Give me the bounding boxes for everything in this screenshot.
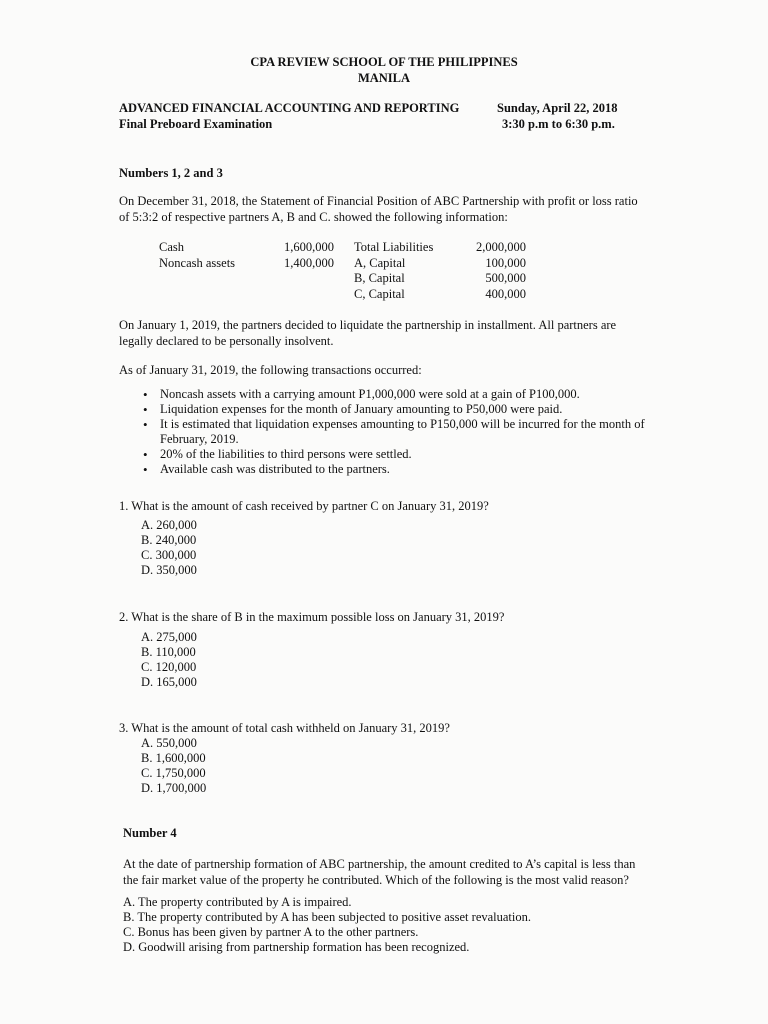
q3-option-d: D. 1,700,000 — [141, 781, 207, 795]
liquidation-line-1: On January 1, 2019, the partners decided to liquidate the partnership in installment. All partners are — [119, 318, 617, 332]
q2-option-c: C. 120,000 — [141, 660, 197, 674]
question-2: 2. What is the share of B in the maximum possible loss on January 31, 2019? — [119, 610, 505, 624]
liquidation-line-2: legally declared to be personally insolvent. — [119, 334, 334, 348]
question-4-line-1: At the date of partnership formation of ABC partnership, the amount credited to A’s capital is less than — [123, 857, 636, 871]
q1-option-a: A. 260,000 — [141, 518, 197, 532]
school-city: MANILA — [357, 71, 411, 85]
noncash-label: Noncash assets — [159, 255, 236, 270]
course-title: ADVANCED FINANCIAL ACCOUNTING AND REPORTING — [119, 101, 460, 115]
liabilities-value: 2,000,000 — [476, 240, 526, 254]
q1-option-b: B. 240,000 — [141, 533, 197, 547]
school-name: CPA REVIEW SCHOOL OF THE PHILIPPINES — [250, 55, 518, 69]
exam-date: Sunday, April 22, 2018 — [497, 101, 618, 115]
a-capital-value: 100,000 — [485, 255, 526, 270]
cash-value: 1,600,000 — [284, 240, 334, 254]
cash-label: Cash — [159, 240, 184, 254]
exam-title: Final Preboard Examination — [119, 117, 273, 131]
c-capital-value: 400,000 — [485, 286, 526, 301]
b-capital-label: B, Capital — [354, 271, 405, 285]
transaction-continued-text: February, 2019. — [160, 432, 239, 446]
question-4-line-2: the fair market value of the property he contributed. Which of the following is the most valid reason? — [123, 873, 629, 887]
transaction-item: • Noncash assets with a carrying amount P1,000,000 were sold at a gain of P100,000. — [141, 387, 645, 402]
liabilities-label: Total Liabilities — [354, 240, 434, 254]
q4-option-d: D. Goodwill arising from partnership formation has been recognized. — [123, 940, 470, 954]
financial-position-table — [159, 240, 526, 302]
q3-option-c: C. 1,750,000 — [141, 766, 206, 780]
q3-option-b: B. 1,600,000 — [141, 751, 206, 765]
transaction-item: • 20% of the liabilities to third persons were settled. — [141, 447, 645, 462]
q4-option-a: A. The property contributed by A is impaired. — [123, 895, 352, 909]
section-heading-1-3: Numbers 1, 2 and 3 — [119, 166, 223, 180]
intro-line-1: On December 31, 2018, the Statement of Financial Position of ABC Partnership with profit or loss ratio — [119, 194, 638, 208]
q2-option-b: B. 110,000 — [141, 645, 196, 659]
transaction-item: • Liquidation expenses for the month of January amounting to P50,000 were paid. — [141, 402, 645, 417]
intro-line-2: of 5:3:2 of respective partners A, B and C. showed the following information: — [119, 210, 508, 224]
transactions-intro: As of January 31, 2019, the following transactions occurred: — [119, 363, 422, 377]
q3-option-a: A. 550,000 — [141, 736, 197, 750]
transaction-item-continued — [141, 432, 645, 447]
question-3: 3. What is the amount of total cash withheld on January 31, 2019? — [119, 721, 450, 735]
q1-option-c: C. 300,000 — [141, 548, 197, 562]
q4-option-c: C. Bonus has been given by partner A to the other partners. — [123, 925, 419, 939]
section-heading-4: Number 4 — [123, 826, 177, 840]
exam-time: 3:30 p.m to 6:30 p.m. — [502, 117, 615, 131]
q2-option-a: A. 275,000 — [141, 630, 197, 644]
q4-option-b: B. The property contributed by A has been subjected to positive asset revaluation. — [123, 910, 532, 924]
noncash-value: 1,400,000 — [284, 255, 334, 270]
q2-option-d: D. 165,000 — [141, 675, 197, 689]
transaction-item: • Available cash was distributed to the partners. — [141, 462, 645, 477]
b-capital-value: 500,000 — [485, 271, 526, 285]
question-1: 1. What is the amount of cash received by partner C on January 31, 2019? — [119, 499, 489, 513]
transaction-item: • It is estimated that liquidation expenses amounting to P150,000 will be incurred for the month of — [141, 417, 645, 432]
a-capital-label: A, Capital — [354, 255, 406, 270]
q1-option-d: D. 350,000 — [141, 563, 197, 577]
c-capital-label: C, Capital — [354, 286, 405, 301]
transactions-list — [141, 387, 645, 477]
